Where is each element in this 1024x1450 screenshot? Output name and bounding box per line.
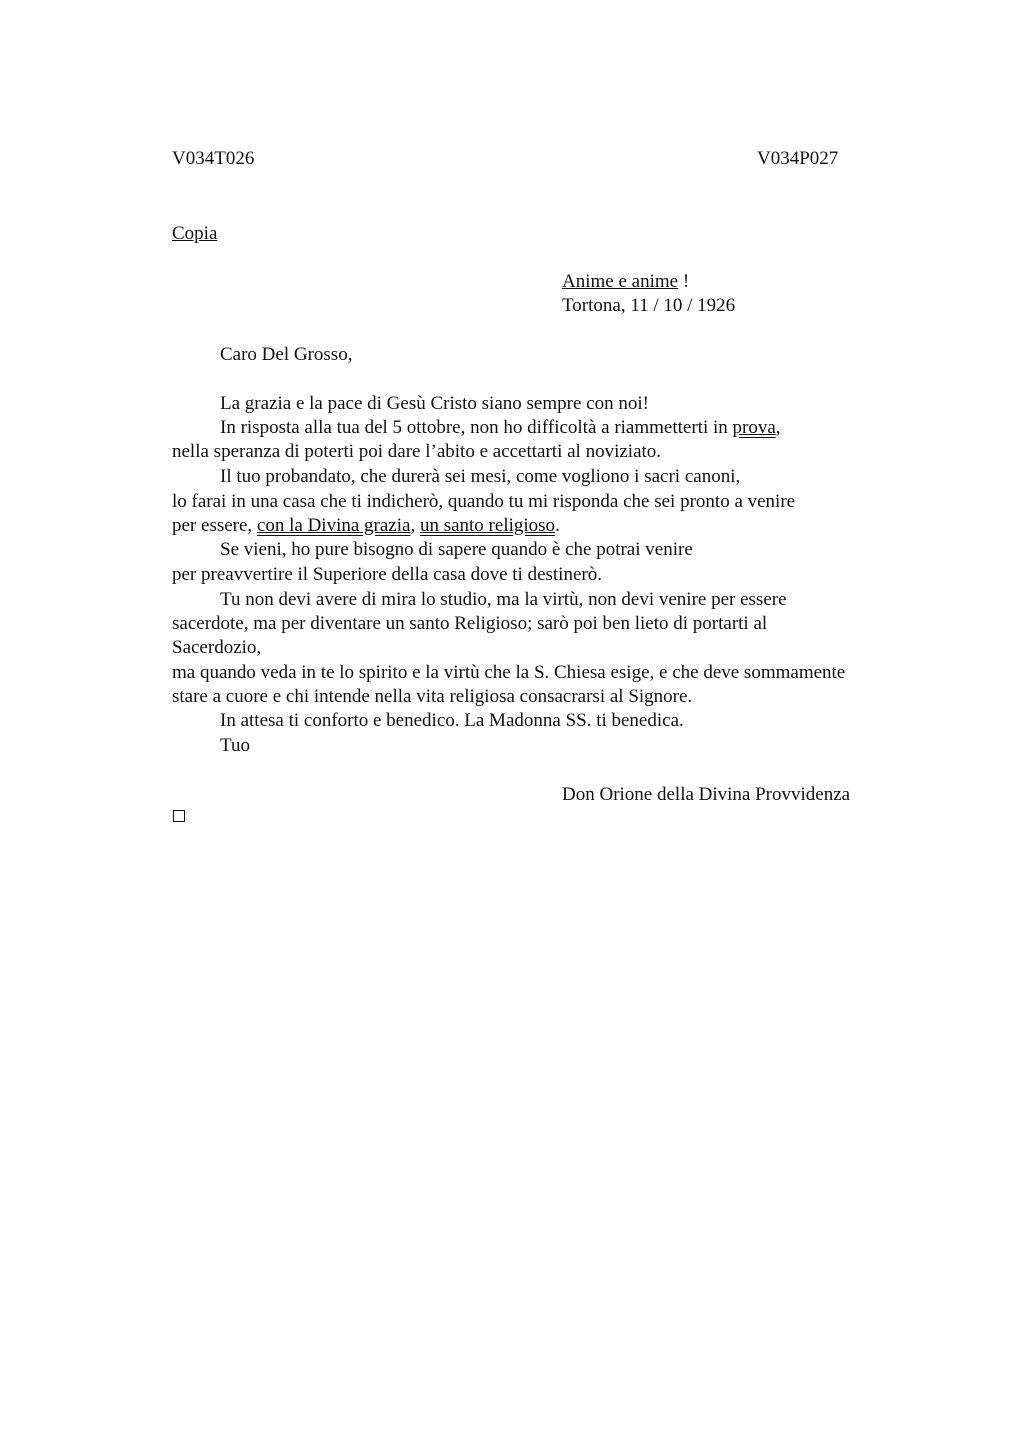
body-text: In risposta alla tua del 5 ottobre, non ho difficoltà a riammetterti in	[220, 417, 733, 438]
body-line: Se vieni, ho pure bisogno di sapere quando è che potrai venire	[220, 539, 693, 560]
underlined-phrase-santo-religioso: un santo religioso	[419, 515, 556, 536]
body-text: per essere,	[172, 515, 257, 536]
body-line	[172, 514, 560, 538]
body-line: per preavvertire il Superiore della casa dove ti destinerò.	[172, 564, 602, 585]
document-code-left: V034T026	[172, 148, 255, 169]
body-line: nella speranza di poterti poi dare l’abito e accettarti al noviziato.	[172, 441, 662, 462]
body-line: Sacerdozio,	[172, 637, 262, 658]
motto-text: Anime e anime	[562, 271, 679, 292]
body-line: La grazia e la pace di Gesù Cristo siano sempre con noi!	[220, 393, 649, 414]
body-line: stare a cuore e chi intende nella vita religiosa consacrarsi al Signore.	[172, 686, 693, 707]
underlined-phrase-divina-grazia: con la Divina grazia	[256, 515, 411, 536]
signature: Don Orione della Divina Provvidenza	[562, 784, 851, 805]
underlined-word-prova: prova	[732, 417, 776, 438]
checkbox-square-icon	[173, 810, 185, 822]
body-line: Tu non devi avere di mira lo studio, ma la virtù, non devi venire per essere	[220, 589, 787, 610]
closing-word: Tuo	[220, 735, 250, 756]
motto-suffix: !	[678, 271, 690, 292]
body-text: ,	[775, 417, 781, 438]
motto-line	[562, 270, 689, 294]
body-line: lo farai in una casa che ti indicherò, quando tu mi risponda che sei pronto a venire	[172, 491, 796, 512]
body-line: sacerdote, ma per diventare un santo Religioso; sarò poi ben lieto di portarti al	[172, 613, 768, 634]
body-line: In attesa ti conforto e benedico. La Madonna SS. ti benedica.	[220, 710, 684, 731]
body-line: ma quando veda in te lo spirito e la virtù che la S. Chiesa esige, e che deve sommamente	[172, 662, 846, 683]
body-line	[220, 416, 781, 440]
copy-label: Copia	[172, 223, 218, 244]
place-date: Tortona, 11 / 10 / 1926	[562, 295, 736, 316]
body-line: Il tuo probandato, che durerà sei mesi, come vogliono i sacri canoni,	[220, 466, 741, 487]
salutation: Caro Del Grosso,	[220, 344, 353, 365]
document-code-right: V034P027	[757, 148, 839, 169]
body-text: ,	[410, 515, 420, 536]
body-text: .	[555, 515, 560, 536]
